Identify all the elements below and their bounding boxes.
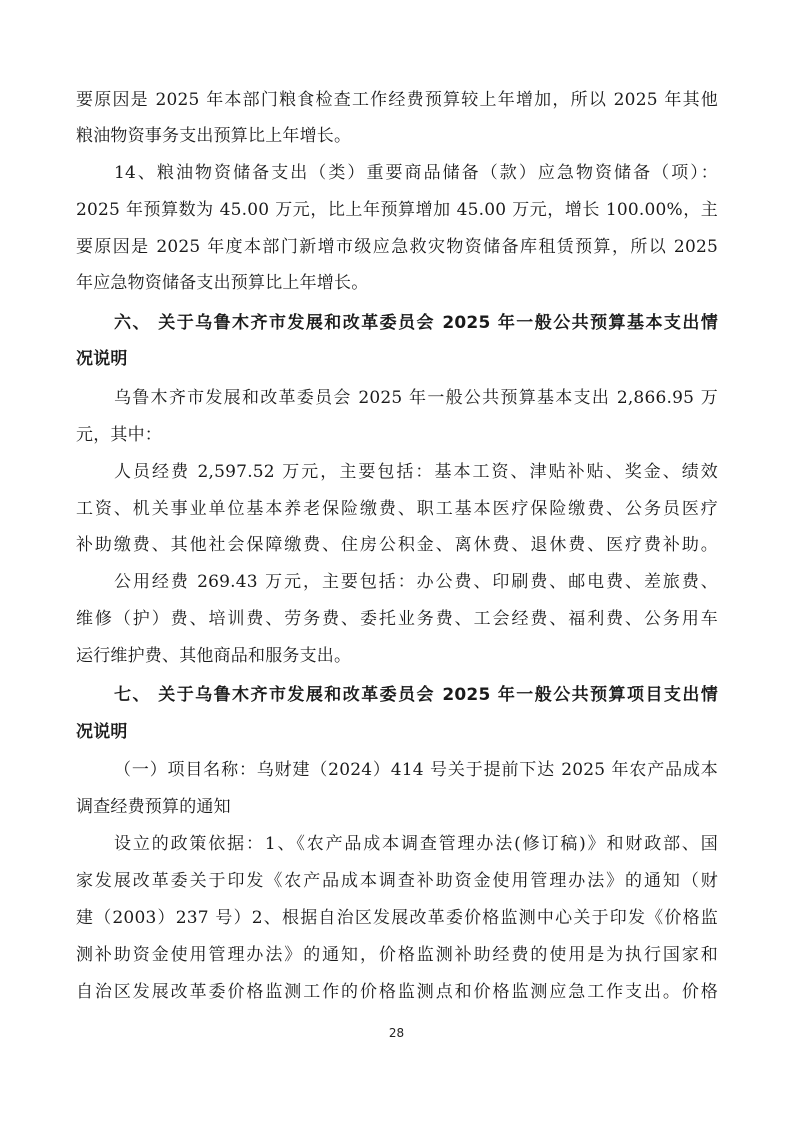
body-text-line: 年应急物资储备支出预算比上年增长。	[76, 273, 369, 293]
body-text-line: （一）项目名称：乌财建（2024）414 号关于提前下达 2025 年农产品成本	[114, 760, 718, 780]
section-heading-6: 六、 关于乌鲁木齐市发展和改革委员会 2025 年一般公共预算基本支出情	[114, 313, 718, 333]
body-text-line: 公用经费 269.43 万元，主要包括：办公费、印刷费、邮电费、差旅费、	[114, 572, 718, 592]
body-text-line: 2025 年预算数为 45.00 万元，比上年预算增加 45.00 万元，增长 100.00%，主	[76, 200, 718, 220]
body-text-line: 建（2003）237 号）2、根据自治区发展改革委价格监测中心关于印发《价格监	[76, 908, 718, 928]
body-text-line: 调查经费预算的通知	[76, 797, 231, 817]
body-text-line: 运行维护费、其他商品和服务支出。	[76, 646, 352, 666]
body-text-line: 工资、机关事业单位基本养老保险缴费、职工基本医疗保险缴费、公务员医疗	[76, 499, 718, 519]
body-text-line: 测补助资金使用管理办法》的通知，价格监测补助经费的使用是为执行国家和	[76, 945, 718, 965]
body-text-line: 人员经费 2,597.52 万元，主要包括：基本工资、津贴补贴、奖金、绩效	[114, 462, 718, 482]
body-text-line: 粮油物资事务支出预算比上年增长。	[76, 126, 352, 146]
body-text-line: 维修（护）费、培训费、劳务费、委托业务费、工会经费、福利费、公务用车	[76, 609, 718, 629]
body-text-line: 乌鲁木齐市发展和改革委员会 2025 年一般公共预算基本支出 2,866.95 万	[114, 388, 718, 408]
body-text-line: 要原因是 2025 年本部门粮食检查工作经费预算较上年增加，所以 2025 年其他	[76, 90, 718, 110]
section-heading-7-cont: 况说明	[76, 722, 128, 742]
body-text-line: 设立的政策依据：1、《农产品成本调查管理办法(修订稿)》和财政部、国	[114, 834, 718, 854]
body-text-line: 要原因是 2025 年度本部门新增市级应急救灾物资储备库租赁预算，所以 2025	[76, 237, 718, 257]
body-text-line: 家发展改革委关于印发《农产品成本调查补助资金使用管理办法》的通知（财	[76, 871, 718, 891]
body-text-line: 补助缴费、其他社会保障缴费、住房公积金、离休费、退休费、医疗费补助。	[76, 535, 718, 555]
section-heading-7: 七、 关于乌鲁木齐市发展和改革委员会 2025 年一般公共预算项目支出情	[114, 685, 718, 705]
body-text-line: 自治区发展改革委价格监测工作的价格监测点和价格监测应急工作支出。价格	[76, 982, 718, 1002]
body-text-line: 14、粮油物资储备支出（类）重要商品储备（款）应急物资储备（项）：	[114, 163, 718, 183]
page-number: 28	[388, 1026, 405, 1040]
body-text-line: 元，其中：	[76, 425, 162, 445]
section-heading-6-cont: 况说明	[76, 349, 128, 369]
